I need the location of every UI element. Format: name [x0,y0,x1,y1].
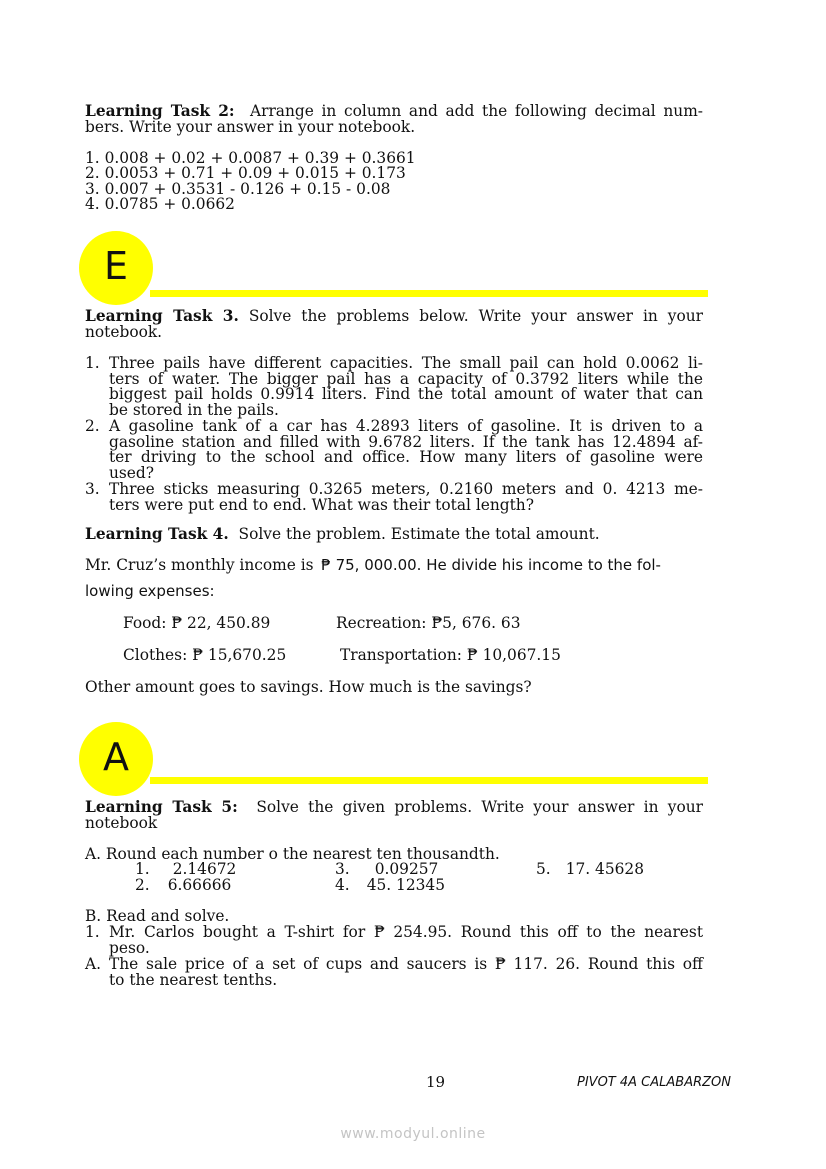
section-e-letter: E [103,244,128,288]
task4-intro: Learning Task 4. Solve the problem. Estimate the total amount. [85,525,600,543]
task4-question: Other amount goes to savings. How much is the savings? [85,678,532,696]
expense-recreation: Recreation: ₱5, 676. 63 [336,614,521,632]
round-item-1: 1. 2.14672 [135,860,237,878]
task4-paragraph-line2: lowing expenses: [85,582,215,600]
round-item-3: 3. 0.09257 [335,860,439,878]
task5-intro-line1: Learning Task 5: Solve the given problems. Write your answer in your [85,798,704,816]
task3-intro-line2: notebook. [85,323,163,341]
task3-problem-2: 2. A gasoline tank of a car has 4.2893 liters of gasoline. It is driven to a gasoline station and filled with 9.6782 liters. If the tank has 12.4894 af- ter driving to the school and office. How many liters of gasoline were used? [85,417,703,482]
task5-problem-b1: 1. Mr. Carlos bought a T-shirt for ₱ 254.95. Round this off to the nearest peso. [85,923,703,957]
task3-problem-1: 1. Three pails have different capacities. The small pail can hold 0.0062 li- ters of water. The bigger pail has a capacity of 0.3792 liters while the biggest pail holds 0.9914 liters. Find the total amount of water that can be stored in the pails. [85,354,703,419]
watermark: www.modyul.online [340,1126,486,1142]
task2-item-2: 2. 0.0053 + 0.71 + 0.09 + 0.015 + 0.173 [85,164,406,182]
page-number: 19 [426,1073,446,1091]
expense-transportation: Transportation: ₱ 10,067.15 [340,646,561,664]
task2-item-4: 4. 0.0785 + 0.0662 [85,195,235,213]
section-e-divider [150,290,708,297]
task2-item-1: 1. 0.008 + 0.02 + 0.0087 + 0.39 + 0.3661 [85,149,416,167]
task5-title: Learning Task 5: [85,798,238,816]
section-a-letter: A [103,735,129,779]
module-label: PIVOT 4A CALABARZON [577,1075,731,1090]
task2-intro-line2: bers. Write your answer in your notebook. [85,118,416,136]
task3-intro-line1: Learning Task 3. Solve the problems below. Write your answer in your [85,307,703,325]
task4-paragraph-line1: Mr. Cruz’s monthly income is ₱ 75, 000.00. He divide his income to the fol- [85,556,661,574]
task2-title: Learning Task 2: [85,102,235,120]
task3-title: Learning Task 3. [85,307,239,325]
round-item-2: 2. 6.66666 [135,876,232,894]
round-item-4: 4. 45. 12345 [335,876,446,894]
task4-title: Learning Task 4. [85,525,229,543]
section-a-badge [79,722,153,796]
round-item-5: 5. 17. 45628 [536,860,645,878]
task5-problem-bA: A. The sale price of a set of cups and saucers is ₱ 117. 26. Round this off to the nearest tenths. [85,955,703,989]
task5-intro-line2: notebook [85,814,158,832]
task5-part-b-label: B. Read and solve. [85,907,230,925]
task3-problem-3: 3. Three sticks measuring 0.3265 meters, 0.2160 meters and 0. 4213 me- ters were put end to end. What was their total length? [85,480,703,514]
section-a-divider [150,777,708,784]
section-e-badge [79,231,153,305]
task2-intro-line1: Learning Task 2: Arrange in column and add the following decimal num- [85,102,703,120]
expense-clothes: Clothes: ₱ 15,670.25 [123,646,287,664]
task2-item-3: 3. 0.007 + 0.3531 - 0.126 + 0.15 - 0.08 [85,180,391,198]
expense-food: Food: ₱ 22, 450.89 [123,614,271,632]
task5-part-a-label: A. Round each number o the nearest ten thousandth. [85,845,500,863]
